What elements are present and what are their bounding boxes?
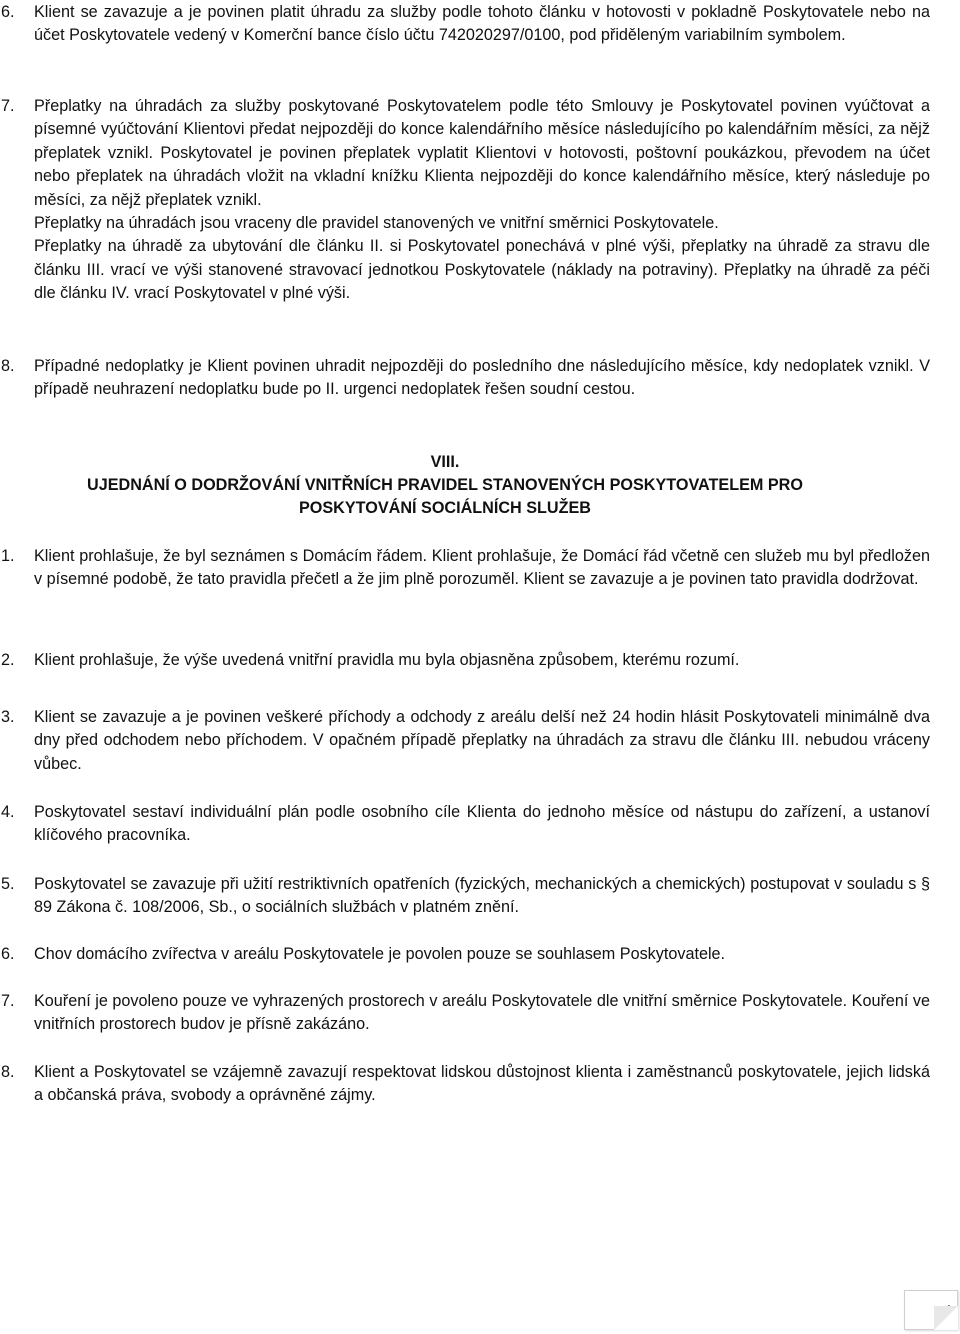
clause-number: 2. (1, 651, 15, 669)
clause-number: 1. (1, 547, 15, 565)
clause-number: 7. (1, 992, 15, 1010)
clause-viii-7 (0, 990, 930, 1037)
page-number (904, 1290, 958, 1330)
clause-vii-7 (0, 95, 930, 306)
clause-viii-8 (0, 1061, 930, 1108)
clause-number: 8. (1, 1063, 15, 1081)
clause-text: Klient a Poskytovatel se vzájemně zavazují respektovat lidskou důstojnost klienta i zaměstnanců poskytovatele, jejich lidská a občanská práva, svobody a oprávněné zájmy. (34, 1063, 930, 1105)
clause-number: 5. (1, 875, 15, 893)
section-title-line-1: UJEDNÁNÍ O DODRŽOVÁNÍ VNITŘNÍCH PRAVIDEL STANOVENÝCH POSKYTOVATELEM PRO (87, 476, 803, 494)
clause-text: Přeplatky na úhradě za ubytování dle článku II. si Poskytovatel ponechává v plné výši, přeplatky na úhradě za stravu dle článku III. vrací ve výši stanovené stravovací jednotkou Poskytovatele (náklady na potraviny). Přeplatky na úhradě za péči dle článku IV. vrací Poskytovatel v plné výši. (34, 237, 930, 303)
clause-number: 4. (1, 803, 15, 821)
clause-viii-2 (0, 649, 930, 672)
clause-viii-6 (0, 943, 930, 966)
clause-text: Kouření je povoleno pouze ve vyhrazených prostorech v areálu Poskytovatele dle vnitřní směrnice Poskytovatele. Kouření ve vnitřních prostorech budov je přísně zakázáno. (34, 992, 930, 1034)
clause-text: Klient prohlašuje, že byl seznámen s Domácím řádem. Klient prohlašuje, že Domácí řád včetně cen služeb mu byl předložen v písemné podobě, že tato pravidla přečetl a že jim plně porozuměl. Klient se zavazuje a je povinen tato pravidla dodržovat. (34, 547, 930, 589)
clause-number: 6. (1, 945, 15, 963)
clause-text: Klient se zavazuje a je povinen veškeré příchody a odchody z areálu delší než 24 hodin hlásit Poskytovateli minimálně dva dny před odchodem nebo příchodem. V opačném případě přeplatky na úhradách za stravu dle článku III. nebudou vráceny vůbec. (34, 708, 930, 773)
clause-number: 6. (1, 3, 15, 21)
clause-vii-6 (0, 1, 930, 48)
clause-number: 8. (1, 357, 15, 375)
clause-text: Klient prohlašuje, že výše uvedená vnitřní pravidla mu byla objasněna způsobem, kterému rozumí. (34, 651, 740, 669)
clause-number: 3. (1, 708, 15, 726)
section-number: VIII. (430, 453, 460, 471)
clause-text: Chov domácího zvířectva v areálu Poskytovatele je povolen pouze se souhlasem Poskytovatele. (34, 945, 726, 963)
page-number-text: 4 (944, 1303, 951, 1318)
clause-text: Klient se zavazuje a je povinen platit úhradu za služby podle tohoto článku v hotovosti v pokladně Poskytovatele nebo na účet Poskytovatele vedený v Komerční bance číslo účtu 742020297/0100, pod přiděleným variabilním symbolem. (34, 3, 930, 45)
clause-viii-5 (0, 873, 930, 920)
clause-text: Přeplatky na úhradách za služby poskytované Poskytovatelem podle této Smlouvy je Poskytovatel povinen vyúčtovat a písemné vyúčtování Klientovi předat nejpozději do konce kalendářního měsíce následujícího po kalendářním měsíci, za nějž přeplatek vznikl. Poskytovatel je povinen přeplatek vyplatit Klientovi v hotovosti, poštovní poukázkou, převodem na účet nebo přeplatek na úhradách vložit na vkladní knížku Klienta nejpozději do konce kalendářního měsíce, který následuje po měsíci, za nějž přeplatek vznikl. (34, 97, 930, 209)
clause-vii-8 (0, 355, 930, 402)
clause-text: Poskytovatel se zavazuje při užití restriktivních opatřeních (fyzických, mechanických a chemických) postupovat v souladu s § 89 Zákona č. 108/2006, Sb., o sociálních službách v platném znění. (34, 875, 930, 917)
clause-viii-1 (0, 545, 930, 592)
clause-text: Poskytovatel sestaví individuální plán podle osobního cíle Klienta do jednoho měsíce od nástupu do zařízení, a ustanoví klíčového pracovníka. (34, 803, 930, 845)
page-corner-fold-icon (934, 1306, 958, 1330)
clause-text: Přeplatky na úhradách jsou vraceny dle pravidel stanovených ve vnitřní směrnici Poskytovatele. (34, 214, 719, 233)
clause-viii-3 (0, 706, 930, 776)
clause-number: 7. (1, 97, 15, 115)
clause-text: Případné nedoplatky je Klient povinen uhradit nejpozději do posledního dne následujícího měsíce, kdy nedoplatek vznikl. V případě neuhrazení nedoplatku bude po II. urgenci nedoplatek řešen soudní cestou. (34, 357, 930, 399)
section-title-line-2: POSKYTOVÁNÍ SOCIÁLNÍCH SLUŽEB (299, 499, 591, 518)
section-title (0, 474, 890, 521)
clause-viii-4 (0, 801, 930, 848)
